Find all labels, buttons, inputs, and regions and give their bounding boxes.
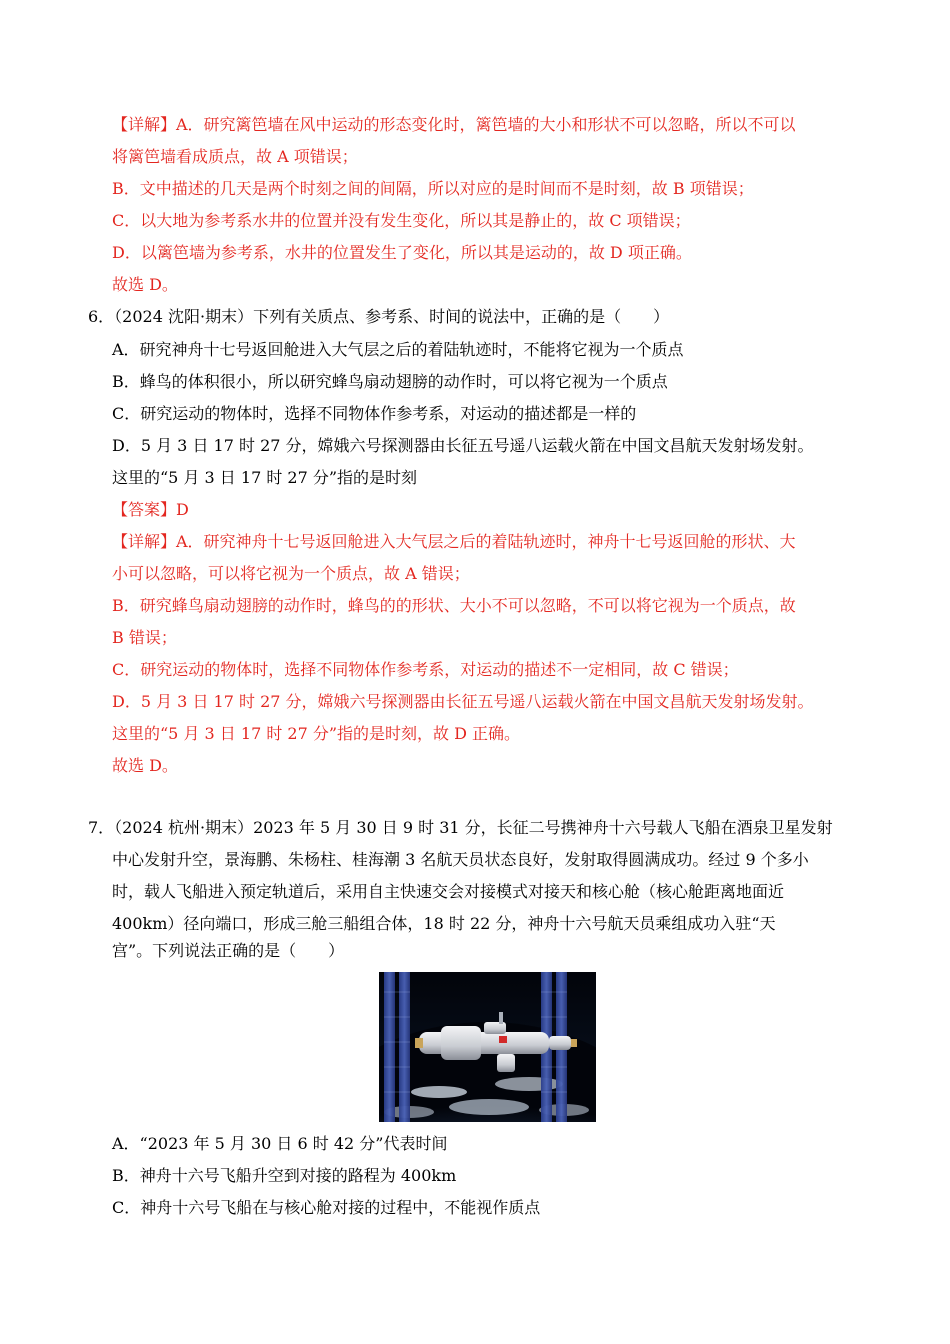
q6-stem: 6．（2024 沈阳·期末）下列有关质点、参考系、时间的说法中，正确的是（ ）	[88, 307, 670, 326]
q6-detail-line-7: 这里的“5 月 3 日 17 时 27 分”指的是时刻，故 D 正确。	[112, 724, 521, 743]
q5-detail-line-5: D．以篱笆墙为参考系，水井的位置发生了变化，所以其是运动的，故 D 项正确。	[112, 243, 692, 262]
q6-option-b: B．蜂鸟的体积很小，所以研究蜂鸟扇动翅膀的动作时，可以将它视为一个质点	[112, 372, 668, 391]
q6-detail-line-3: B．研究蜂鸟扇动翅膀的动作时，蜂鸟的的形状、大小不可以忽略，不可以将它视为一个质点，故	[112, 596, 796, 615]
q6-detail-line-8: 故选 D。	[112, 756, 178, 775]
q7-option-b: B．神舟十六号飞船升空到对接的路程为 400km	[112, 1166, 457, 1185]
q6-detail-line-5: C．研究运动的物体时，选择不同物体作参考系，对运动的描述不一定相同，故 C 错误；	[112, 660, 739, 679]
q5-detail-line-3: B．文中描述的几天是两个时刻之间的间隔，所以对应的是时间而不是时刻，故 B 项错误；	[112, 179, 754, 198]
q7-stem-line-2: 中心发射升空，景海鹏、朱杨柱、桂海潮 3 名航天员状态良好，发射取得圆满成功。经过 9 个多小	[112, 850, 809, 869]
q5-detail-line-1: 【详解】A．研究篱笆墙在风中运动的形态变化时，篱笆墙的大小和形状不可以忽略，所以不可以	[112, 115, 796, 134]
q7-stem-line-4: 400km）径向端口，形成三舱三船组合体，18 时 22 分，神舟十六号航天员乘组成功入驻“天	[112, 914, 776, 933]
q6-option-a: A．研究神舟十七号返回舱进入大气层之后的着陆轨迹时，不能将它视为一个质点	[112, 340, 684, 359]
q7-stem-line-1: 7．（2024 杭州·期末）2023 年 5 月 30 日 9 时 31 分，长征二号携神舟十六号载人飞船在酒泉卫星发射	[88, 818, 833, 837]
q7-option-c: C．神舟十六号飞船在与核心舱对接的过程中，不能视作质点	[112, 1198, 541, 1217]
space-station-image	[379, 972, 596, 1122]
space-station-illustration	[379, 972, 596, 1122]
q6-answer: 【答案】D	[112, 500, 189, 519]
q5-detail-line-6: 故选 D。	[112, 275, 178, 294]
q6-detail-line-1: 【详解】A．研究神舟十七号返回舱进入大气层之后的着陆轨迹时，神舟十七号返回舱的形状、大	[112, 532, 796, 551]
q6-option-d-line-1: D．5 月 3 日 17 时 27 分，嫦娥六号探测器由长征五号遥八运载火箭在中国文昌航天发射场发射。	[112, 436, 814, 455]
q6-option-c: C．研究运动的物体时，选择不同物体作参考系，对运动的描述都是一样的	[112, 404, 637, 423]
q6-detail-line-4: B 错误；	[112, 628, 177, 647]
q6-option-d-line-2: 这里的“5 月 3 日 17 时 27 分”指的是时刻	[112, 468, 418, 487]
q5-detail-line-4: C．以大地为参考系水井的位置并没有发生变化，所以其是静止的，故 C 项错误；	[112, 211, 691, 230]
q7-stem-line-3: 时，载人飞船进入预定轨道后，采用自主快速交会对接模式对接天和核心舱（核心舱距离地面近	[112, 882, 785, 901]
q7-option-a: A．“2023 年 5 月 30 日 6 时 42 分”代表时间	[112, 1134, 448, 1153]
q5-detail-line-2: 将篱笆墙看成质点，故 A 项错误；	[112, 147, 358, 166]
q6-detail-line-6: D．5 月 3 日 17 时 27 分，嫦娥六号探测器由长征五号遥八运载火箭在中国文昌航天发射场发射。	[112, 692, 814, 711]
q6-detail-line-2: 小可以忽略，可以将它视为一个质点，故 A 错误；	[112, 564, 470, 583]
q7-stem-line-5: 宫”。下列说法正确的是（ ）	[112, 941, 345, 960]
